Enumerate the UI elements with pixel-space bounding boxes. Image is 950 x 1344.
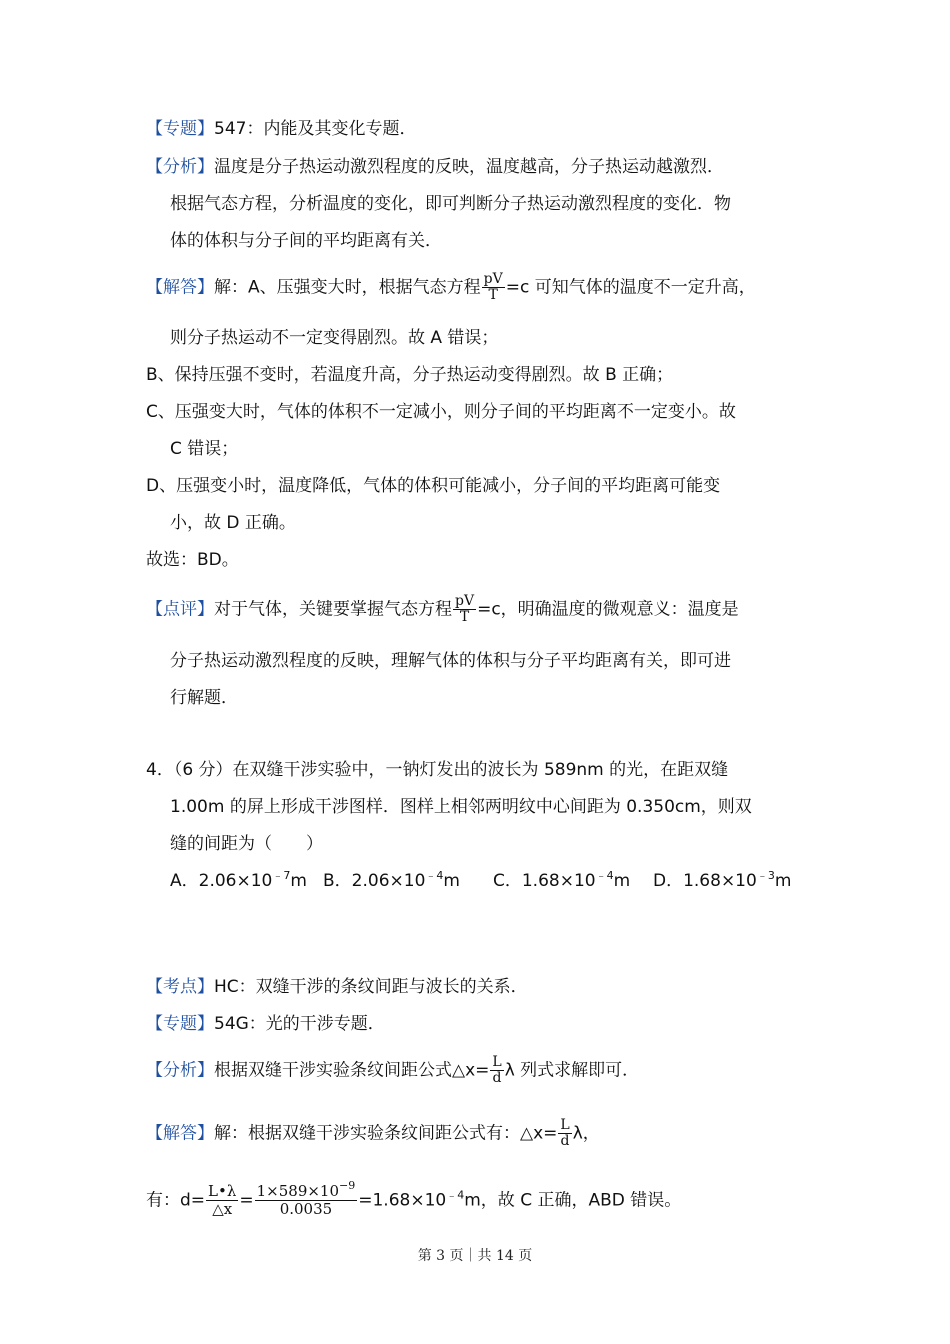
option-b: B．$2.06\times 10^{﹣4}m$ — [323, 869, 460, 891]
q4-final-2: =1.68×10 — [358, 1190, 447, 1211]
q3-jieda-c2: C 错误； — [170, 439, 239, 459]
q3-jieda-b: B、保持压强不变时，若温度升高，分子热运动变得剧烈。故 B 正确； — [146, 365, 674, 385]
q3-dianping-4: 行解题． — [170, 688, 238, 708]
q3-zhuanti-text: 547：内能及其变化专题． — [214, 119, 417, 139]
q4-stem-2: 1.00m 的屏上形成干涉图样．图样上相邻两明纹中心间距为 0.350cm，则双 — [170, 797, 752, 817]
frac-denominator: 0.0035 — [279, 1200, 333, 1218]
frac-numerator: L — [492, 1054, 502, 1070]
q4-options — [170, 869, 791, 893]
q3-jieda-a1: 解：A、压强变大时，根据气态方程 — [214, 277, 481, 298]
q3-jieda-a2: =c 可知气体的温度不一定升高， — [505, 277, 756, 298]
frac-denominator: d — [560, 1133, 570, 1149]
q4-zhuanti-line — [146, 1012, 385, 1036]
q3-zhuanti-line — [146, 117, 416, 141]
q4-jieda-line — [146, 1118, 600, 1149]
q3-jieda-d2: 小，故 D 正确。 — [170, 513, 296, 533]
q4-stem-3: 缝的间距为（ ） — [170, 834, 323, 854]
q4-kaodian-line — [146, 975, 528, 999]
q3-fenxi-text-1: 温度是分子热运动激烈程度的反映，温度越高，分子热运动越激烈． — [214, 157, 724, 177]
gas-equation-fraction — [482, 272, 505, 303]
q4-stem-1: 4．（6 分）在双缝干涉实验中，一钠灯发出的波长为 589nm 的光，在距双缝 — [146, 760, 729, 780]
zhuanti-tag: 【专题】 — [146, 1014, 214, 1034]
spacing-fraction-2 — [558, 1118, 571, 1149]
option-d: D．$1.68\times 10^{﹣3}m$ — [653, 869, 792, 891]
q4-zhuanti-text: 54G：光的干涉专题． — [214, 1014, 385, 1034]
fenxi-tag: 【分析】 — [146, 1060, 214, 1081]
frac-numerator: $1\times 589\times 10^{-9}$ — [256, 1179, 356, 1200]
q3-dianping-2: =c，明确温度的微观意义：温度是 — [477, 599, 739, 620]
zhuanti-tag: 【专题】 — [146, 119, 214, 139]
kaodian-tag: 【考点】 — [146, 977, 214, 997]
jieda-tag: 【解答】 — [146, 1123, 214, 1144]
gas-equation-fraction-2 — [453, 594, 476, 625]
q4-fenxi-2: λ 列式求解即可． — [504, 1060, 640, 1081]
q3-jieda-line — [146, 272, 756, 303]
q3-jieda-a3: 则分子热运动不一定变得剧烈。故 A 错误； — [170, 328, 499, 348]
frac-denominator: △x — [212, 1200, 233, 1218]
q4-final-eq: = — [239, 1190, 254, 1211]
q3-fenxi-text-2: 根据气态方程，分析温度的变化，即可判断分子热运动激烈程度的变化．物 — [170, 194, 731, 214]
q4-final-1: 有：d= — [146, 1190, 206, 1211]
spacing-fraction — [490, 1055, 503, 1086]
q3-fenxi-line — [146, 155, 724, 179]
dianping-tag: 【点评】 — [146, 599, 214, 620]
jieda-tag: 【解答】 — [146, 277, 214, 298]
q3-jieda-d1: D、压强变小时，温度降低，气体的体积可能减小，分子间的平均距离可能变 — [146, 476, 721, 496]
q4-jieda-2: λ， — [572, 1123, 600, 1144]
q4-jieda-1: 解：根据双缝干涉实验条纹间距公式有：△x= — [214, 1123, 558, 1144]
d-fraction-2 — [255, 1179, 358, 1218]
option-a: A．$2.06\times 10^{﹣7}m$ — [170, 869, 307, 891]
frac-numerator: pV — [455, 593, 475, 609]
q3-fenxi-text-3: 体的体积与分子间的平均距离有关． — [170, 231, 442, 251]
page-footer: 第 3 页｜共 14 页 — [417, 1248, 533, 1264]
frac-denominator: T — [488, 287, 498, 303]
q4-kaodian-text: HC：双缝干涉的条纹间距与波长的关系． — [214, 977, 528, 997]
d-fraction-1 — [206, 1183, 238, 1218]
q3-guxuan: 故选：BD。 — [146, 550, 239, 570]
q4-final-line — [146, 1179, 682, 1218]
q3-jieda-c1: C、压强变大时，气体的体积不一定减小，则分子间的平均距离不一定变小。故 — [146, 402, 736, 422]
q4-final-exp: ﹣4 — [446, 1188, 465, 1202]
q4-fenxi-1: 根据双缝干涉实验条纹间距公式△x= — [214, 1060, 490, 1081]
q4-final-3: m，故 C 正确，ABD 错误。 — [464, 1190, 682, 1211]
option-c: C．$1.68\times 10^{﹣4}m$ — [493, 869, 631, 891]
frac-numerator: L — [560, 1117, 570, 1133]
q3-dianping-1: 对于气体，关键要掌握气态方程 — [214, 599, 452, 620]
fenxi-tag: 【分析】 — [146, 157, 214, 177]
q3-dianping-line — [146, 594, 739, 625]
frac-denominator: T — [459, 609, 470, 625]
frac-numerator: L•λ — [208, 1182, 237, 1200]
q4-fenxi-line — [146, 1055, 639, 1086]
frac-denominator: d — [492, 1070, 502, 1086]
frac-numerator: pV — [483, 271, 503, 287]
q3-dianping-3: 分子热运动激烈程度的反映，理解气体的体积与分子平均距离有关，即可进 — [170, 651, 731, 671]
